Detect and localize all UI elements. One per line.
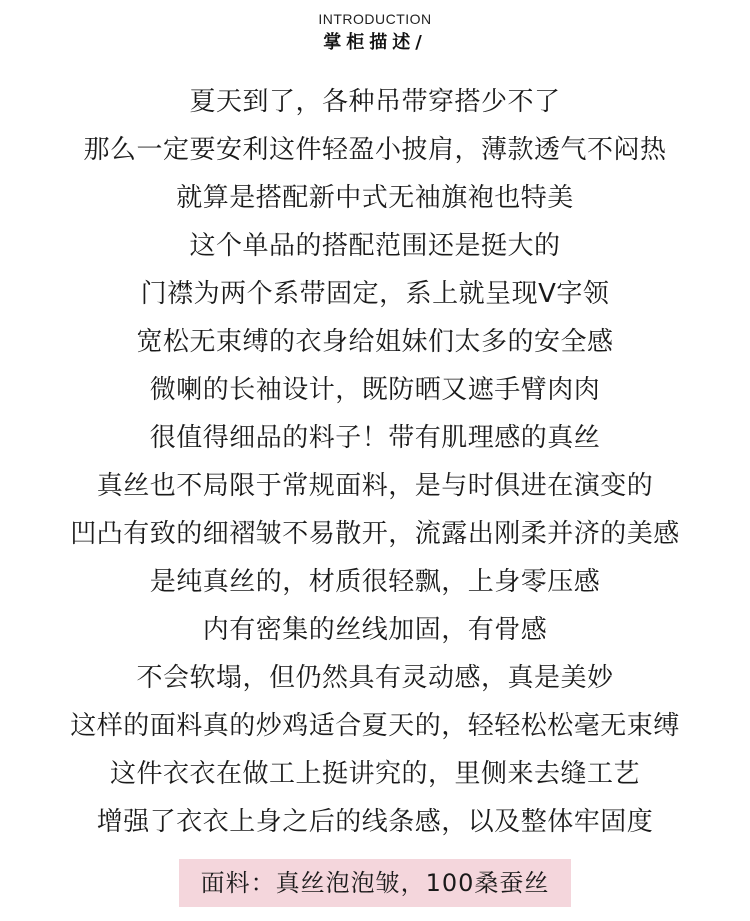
description-line: 微喇的长袖设计，既防晒又遮手臂肉肉 xyxy=(149,375,601,405)
fabric-info-row xyxy=(0,859,750,907)
description-text-block xyxy=(0,78,750,846)
description-line: 那么一定要安利这件轻盈小披肩，薄款透气不闷热 xyxy=(83,135,667,165)
shopkeeper-description-title: 掌柜描述/ xyxy=(323,32,427,53)
description-line: 这件衣衣在做工上挺讲究的，里侧来去缝工艺 xyxy=(109,759,640,789)
description-line: 夏天到了，各种吊带穿搭少不了 xyxy=(189,87,561,117)
description-line: 增强了衣衣上身之后的线条感，以及整体牢固度 xyxy=(96,807,654,837)
description-line: 是纯真丝的，材质很轻飘，上身零压感 xyxy=(149,567,601,597)
introduction-heading: INTRODUCTION xyxy=(318,11,432,27)
description-line: 宽松无束缚的衣身给姐妹们太多的安全感 xyxy=(136,327,614,357)
description-line: 门襟为两个系带固定，系上就呈现V字领 xyxy=(140,279,610,309)
description-line: 真丝也不局限于常规面料，是与时俱进在演变的 xyxy=(96,471,654,501)
description-line: 这样的面料真的炒鸡适合夏天的，轻轻松松毫无束缚 xyxy=(70,711,680,741)
description-line: 就算是搭配新中式无袖旗袍也特美 xyxy=(176,183,574,213)
description-line: 内有密集的丝线加固，有骨感 xyxy=(202,615,548,645)
section-header xyxy=(0,8,750,56)
description-line: 不会软塌，但仍然具有灵动感，真是美妙 xyxy=(136,663,614,693)
fabric-material-label: 面料：真丝泡泡皱，100桑蚕丝 xyxy=(179,859,572,907)
description-line: 凹凸有致的细褶皱不易散开，流露出刚柔并济的美感 xyxy=(70,519,680,549)
description-line: 这个单品的搭配范围还是挺大的 xyxy=(189,231,561,261)
description-line: 很值得细品的料子！带有肌理感的真丝 xyxy=(149,423,601,453)
